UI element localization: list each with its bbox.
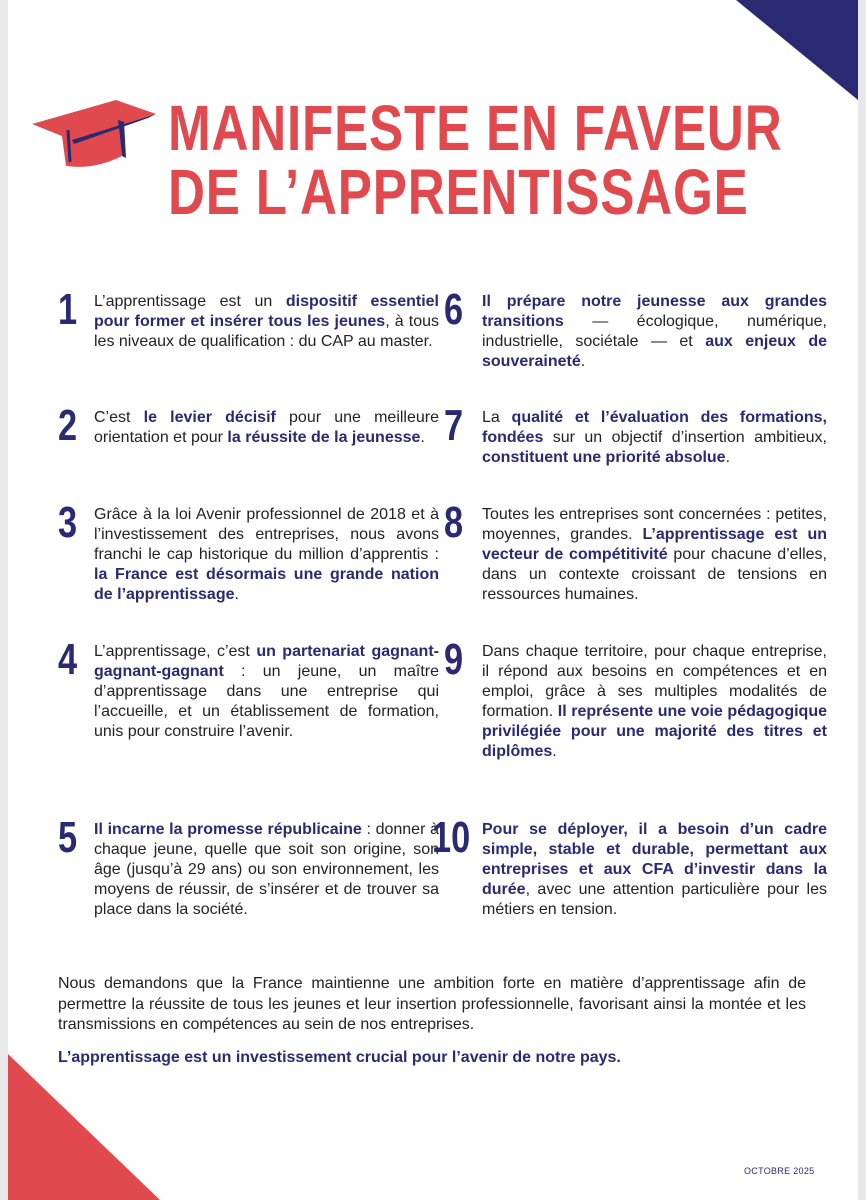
item-number: 8 [444,498,464,547]
item-number: 2 [58,401,78,450]
item-text [482,505,827,605]
manifesto-item-6 [444,285,828,372]
emphasis-text: la réussite de la jeunesse [227,429,421,446]
body-text: Dans chaque territoire, pour chaque entreprise, il répond aux besoins en compétences et en emploi, grâce à ses multiples modalités de formation. [482,643,827,720]
body-text: . [725,449,731,466]
closing-paragraph: Nous demandons que la France maintienne une ambition forte en matière d’apprentissage afin de permettre la réussite de tous les jeunes et leur insertion professionnelle, favorisant ainsi la montée et les transmissions en compétences au sein de nos entreprises. [58,975,806,1033]
final-statement: L’apprentissage est un investissement crucial pour l’avenir de notre pays. [58,1049,621,1066]
item-text [94,408,439,448]
emphasis-text: Il représente une voie pédagogique privilégiée pour une majorité des titres et diplômes [482,703,827,760]
body-text: pour chacune d’elles, dans un contexte croissant de tensions en ressources humaines. [482,546,827,603]
item-text [94,292,439,352]
body-text: C’est [94,409,144,426]
body-text: — écologique, numérique, industrielle, sociétale — et [482,313,827,350]
emphasis-text: constituent une priorité absolue [482,449,726,466]
item-text [94,820,439,920]
body-text: : donner à chaque jeune, quelle que soit son origine, son âge (jusqu’à 29 ans) ou son environnement, les moyens de réussir, de s’insérer et de trouver sa place dans la société. [94,821,440,918]
item-number: 5 [58,813,78,862]
item-number: 4 [58,635,78,684]
item-text [482,820,827,920]
emphasis-text: la France est désormais une grande nation de l’apprentissage [94,566,439,603]
manifesto-item-1 [58,285,442,352]
manifesto-item-5 [58,813,442,920]
emphasis-text: Il incarne la promesse républicaine [94,821,362,838]
publication-date: OCTOBRE 2025 [744,1166,815,1176]
corner-triangle-bottom-left [8,1054,160,1200]
body-text: pour une meilleure orientation et pour [94,409,440,446]
page-title [168,92,783,228]
item-number: 10 [432,813,471,862]
body-text: La [482,409,512,426]
body-text: L’apprentissage, c’est [94,643,257,660]
item-number: 7 [444,401,464,450]
manifesto-item-8 [444,498,828,605]
graduation-cap-icon [28,94,158,168]
body-text: L’apprentissage est un [94,293,286,310]
emphasis-text: Il prépare notre jeunesse aux grandes transitions [482,293,827,330]
document-page [8,0,858,1200]
body-text: . [234,586,239,603]
emphasis-text: L’apprentissage est un vecteur de compétitivité [482,526,827,563]
emphasis-text: dispositif essentiel pour former et insérer tous les jeunes [94,293,439,330]
emphasis-text: aux enjeux de souveraineté [482,333,827,370]
item-number: 3 [58,498,78,547]
body-text: Grâce à la loi Avenir professionnel de 2018 et à l’investissement des entreprises, nous avons franchi le cap historique du million d’apprentis : [94,506,439,563]
corner-triangle-top-right [736,0,858,100]
item-text [482,292,827,372]
body-text: . [552,743,557,760]
emphasis-text: le levier décisif [143,409,276,426]
body-text: . [580,353,586,370]
title-line-1: MANIFESTE EN FAVEUR [168,92,783,164]
body-text: , à tous les niveaux de qualification : du CAP au master. [94,313,439,350]
body-text: Toutes les entreprises sont concernées : petites, moyennes, grandes. [482,506,827,543]
emphasis-text: un partenariat gagnant-gagnant-gagnant [94,643,439,680]
manifesto-item-4 [58,635,442,742]
manifesto-item-3 [58,498,442,605]
body-text: : un jeune, un maître d’apprentissage dans une entreprise qui l’accueille, et un établissement de formation, unis pour construire l’avenir. [94,663,439,740]
manifesto-item-9 [444,635,828,762]
body-text: , avec une attention particulière pour les métiers en tension. [482,881,827,918]
item-number: 6 [444,285,464,334]
body-text: . [420,429,425,446]
item-number: 1 [58,285,78,334]
title-line-2: DE L’APPRENTISSAGE [168,156,749,228]
item-text [94,505,439,605]
item-text [482,642,827,762]
item-text [94,642,439,742]
manifesto-item-7 [444,401,828,468]
emphasis-text: Pour se déployer, il a besoin d’un cadre simple, stable et durable, permettant aux entreprises et aux CFA d’investir dans la durée [482,821,827,898]
item-number: 9 [444,635,464,684]
body-text: sur un objectif d’insertion ambitieux, [543,429,827,446]
manifesto-item-2 [58,401,442,450]
manifesto-item-10 [432,813,827,920]
emphasis-text: qualité et l’évaluation des formations, fondées [482,409,828,446]
item-text [482,408,827,468]
